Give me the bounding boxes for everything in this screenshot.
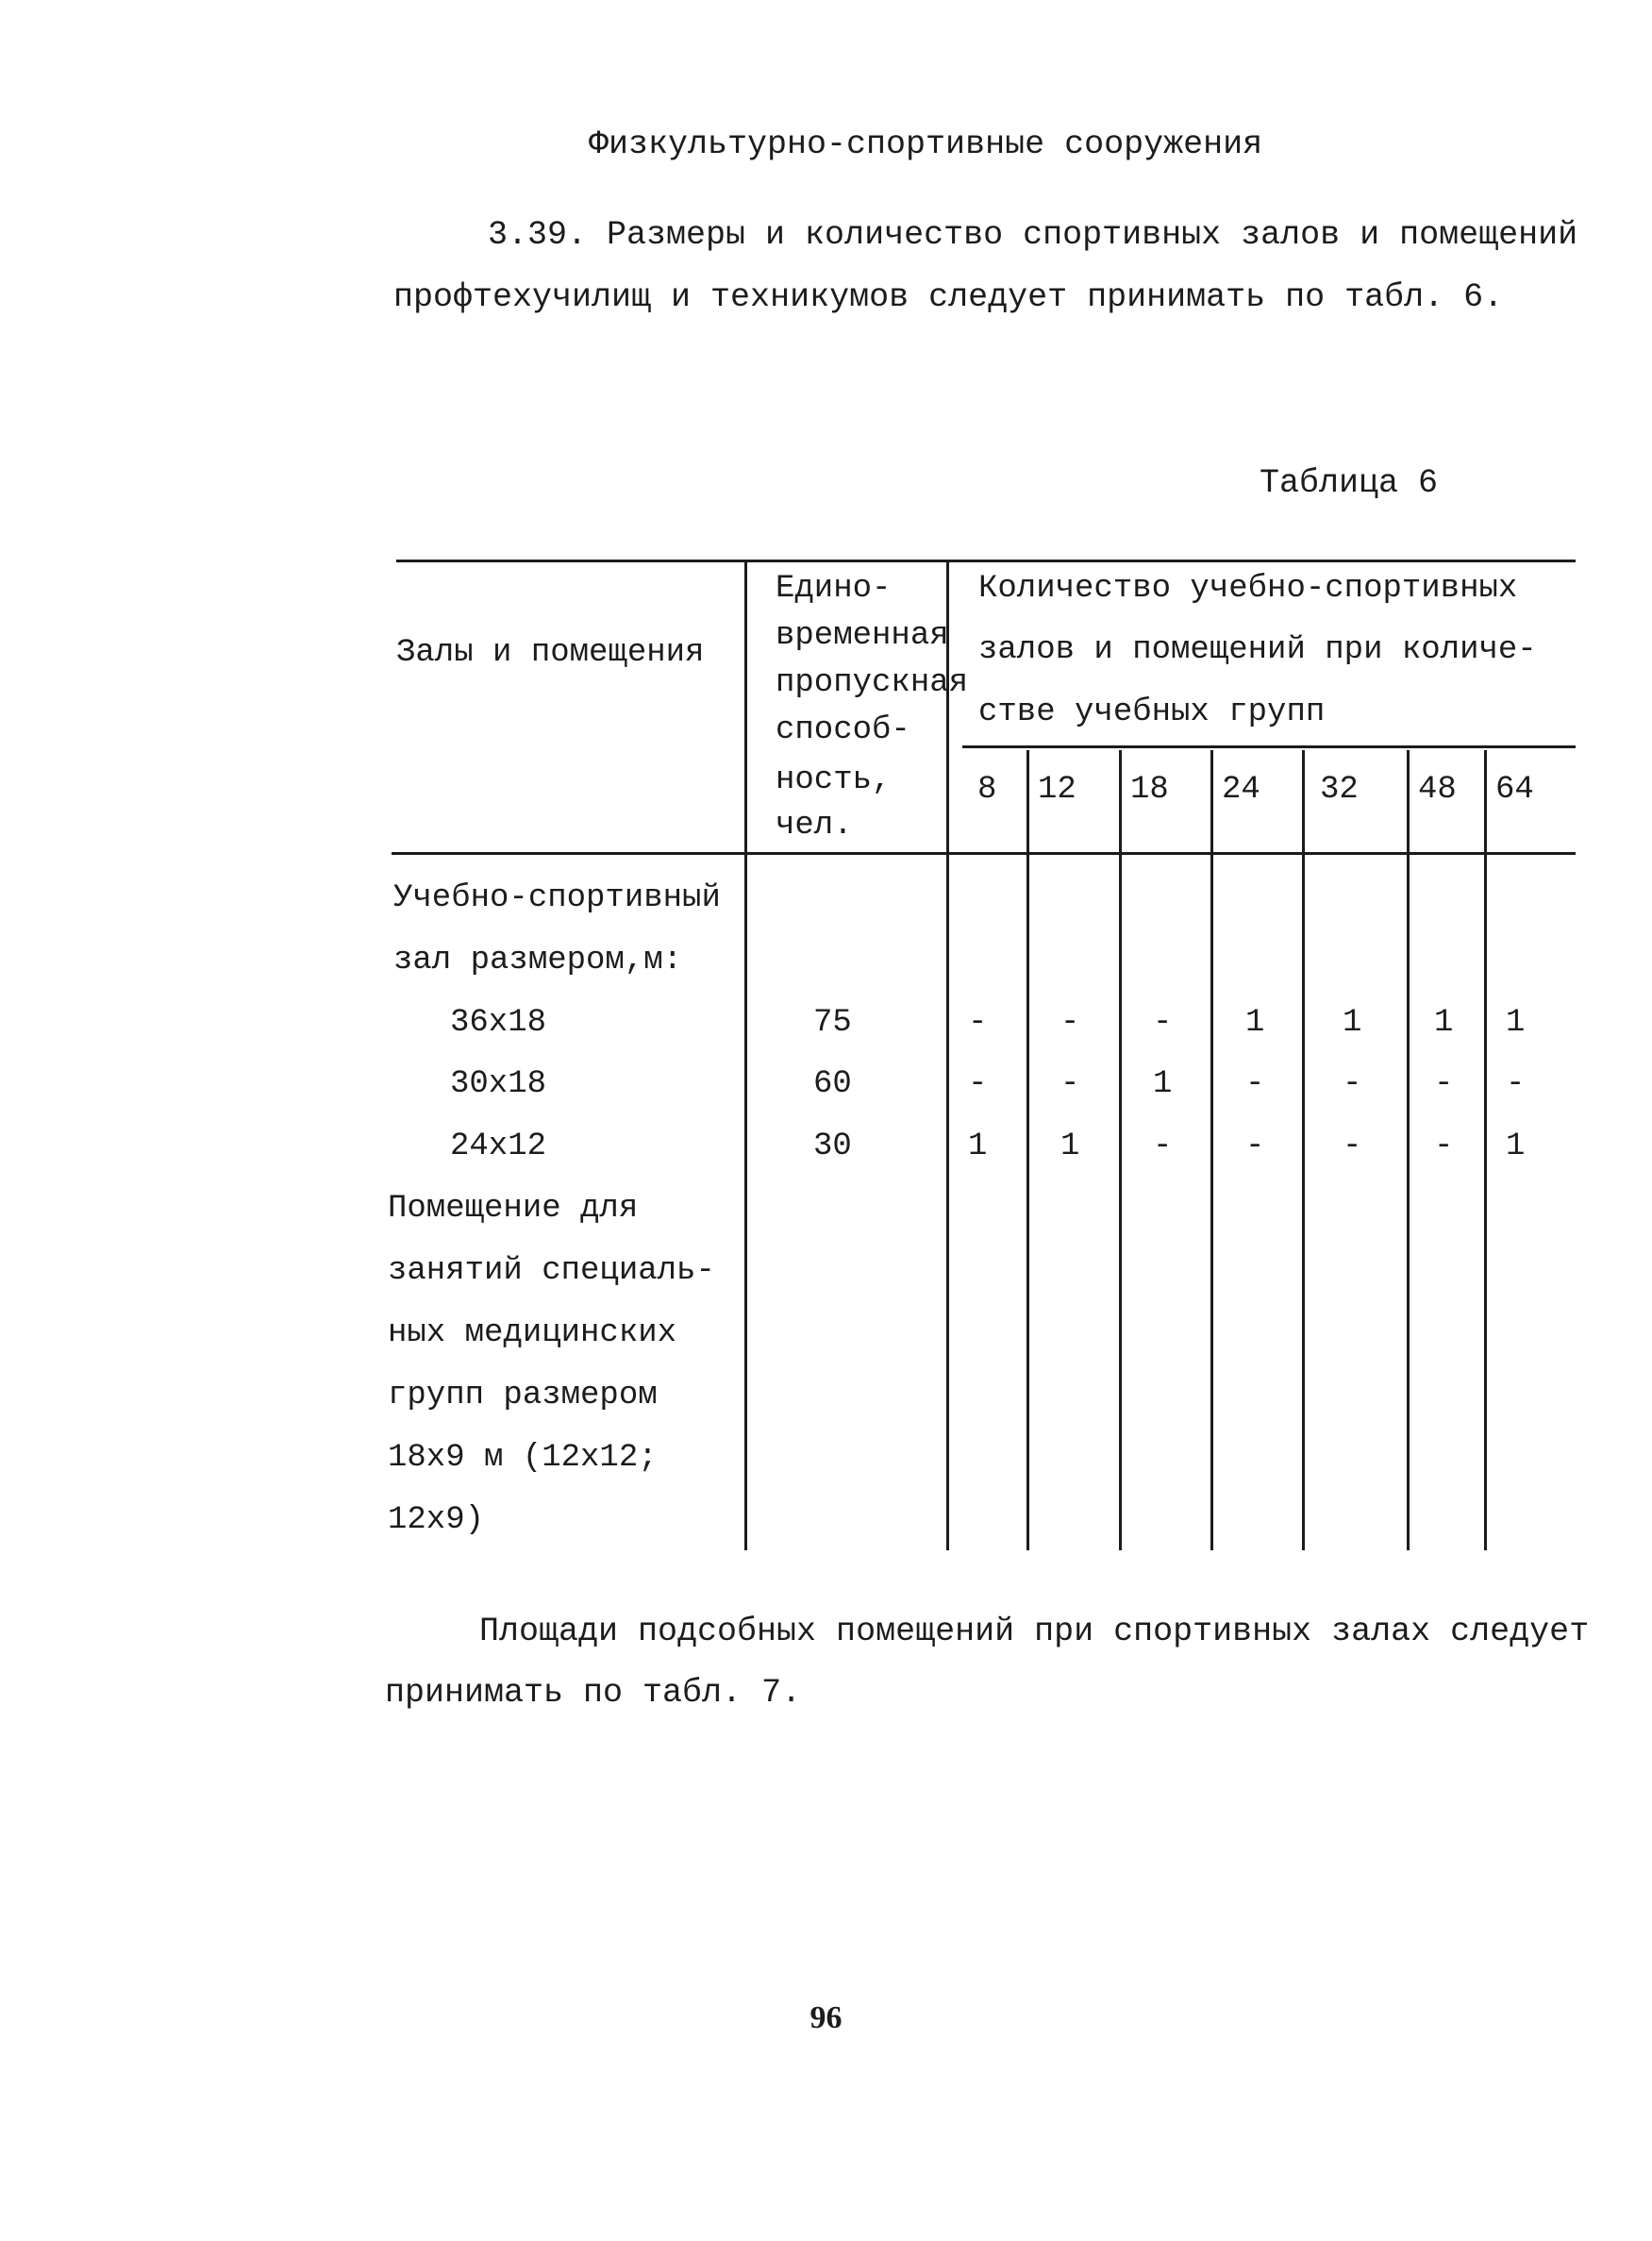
column-divider [1026,750,1029,1550]
column-divider [946,560,949,1550]
header-capacity-line: ность, [776,762,892,798]
group-count-12: 12 [1038,772,1076,808]
row-value: - [968,1066,988,1102]
row-value: - [1434,1129,1454,1164]
header-capacity-line: временная [776,618,949,654]
row-capacity: 75 [813,1005,852,1041]
column-divider [1484,750,1487,1550]
row-value: 1 [968,1129,988,1164]
header-halls-and-rooms: Залы и помещения [396,635,705,671]
section-title: Физкультурно-спортивные сооружения [589,125,1263,163]
row-value: 1 [1506,1129,1526,1164]
special-room-line: групп размером [388,1378,658,1413]
paragraph-1-line-1: 3.39. Размеры и количество спортивных залов и помещений [488,216,1578,254]
row-value: - [1153,1129,1173,1164]
header-capacity-line: пропускная [776,665,969,701]
row-value: - [1060,1005,1080,1041]
header-group-line: Количество учебно-спортивных [978,571,1518,607]
row-value: 1 [1153,1066,1173,1102]
row-value: 1 [1506,1005,1526,1041]
section-label-line: Учебно-спортивный [393,880,721,916]
row-capacity: 30 [813,1129,852,1164]
header-capacity-line: чел. [776,808,853,844]
special-room-line: Помещение для [388,1191,639,1227]
special-room-line: ных медицинских [388,1315,677,1351]
header-group-line: залов и помещений при количе- [978,632,1537,668]
row-label: 30x18 [450,1066,547,1102]
group-count-32: 32 [1320,772,1359,808]
row-value: - [1506,1066,1526,1102]
column-divider [1210,750,1213,1550]
header-capacity-line: способ- [776,712,910,748]
group-count-64: 64 [1495,772,1534,808]
row-value: - [1343,1129,1362,1164]
table-label: Таблица 6 [1260,464,1439,502]
row-value: - [1245,1066,1265,1102]
paragraph-1-line-2: профтехучилищ и техникумов следует принимать по табл. 6. [393,278,1504,316]
header-capacity-line: Едино- [776,571,892,607]
special-room-line: 18x9 м (12x12; [388,1440,658,1476]
row-capacity: 60 [813,1066,852,1102]
paragraph-2-line-1: Площади подсобных помещений при спортивных залах следует [479,1613,1590,1650]
row-label: 36x18 [450,1005,547,1041]
row-value: - [1434,1066,1454,1102]
special-room-line: занятий специаль- [388,1253,715,1289]
header-group-line: стве учебных групп [978,694,1326,730]
row-value: 1 [1245,1005,1265,1041]
group-count-24: 24 [1222,772,1260,808]
special-room-line: 12x9) [388,1502,485,1538]
page-number: 96 [809,2000,843,2035]
group-count-18: 18 [1130,772,1169,808]
header-bottom-rule [392,852,1576,855]
row-value: - [1245,1129,1265,1164]
group-count-48: 48 [1418,772,1457,808]
table-top-rule [396,560,1576,562]
column-divider [1119,750,1122,1550]
column-divider [1407,750,1410,1550]
row-value: - [1060,1066,1080,1102]
group-subheader-rule [962,745,1576,748]
column-divider [1302,750,1305,1550]
row-value: - [968,1005,988,1041]
row-value: 1 [1060,1129,1080,1164]
row-value: - [1153,1005,1173,1041]
paragraph-2-line-2: принимать по табл. 7. [385,1674,802,1712]
row-value: - [1343,1066,1362,1102]
row-value: 1 [1434,1005,1454,1041]
column-divider [744,560,747,1550]
row-value: 1 [1343,1005,1362,1041]
row-label: 24x12 [450,1129,547,1164]
section-label-line: зал размером,м: [393,943,683,978]
group-count-8: 8 [977,772,997,808]
